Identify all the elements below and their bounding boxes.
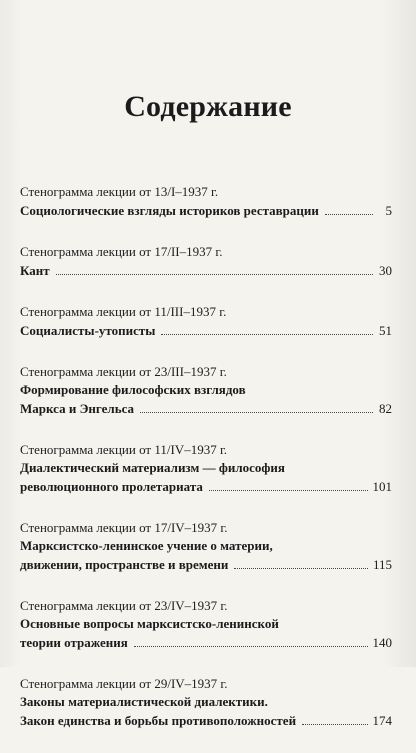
- toc-entry: [20, 363, 392, 418]
- dot-leader: [234, 567, 368, 569]
- dot-leader: [56, 273, 373, 275]
- toc-entry-page-number: 101: [372, 479, 392, 494]
- toc-entry-page-number: 30: [379, 263, 392, 278]
- toc-entry-date: Стенограмма лекции от 29/IV–1937 г.: [20, 676, 228, 691]
- toc-entry-title: революционного пролетариата: [20, 479, 203, 494]
- toc-entry-title: теории отражения: [20, 635, 128, 650]
- toc-entry-title-line[interactable]: [20, 262, 392, 280]
- dot-leader: [302, 723, 367, 725]
- toc-entry-title-line[interactable]: [20, 556, 392, 574]
- toc-entry-page-number: 5: [385, 203, 392, 218]
- toc-entry-title: Закон единства и борьбы противоположностей: [20, 713, 297, 728]
- toc-entry-title: Социалисты-утописты: [20, 323, 156, 338]
- dot-leader: [209, 489, 368, 491]
- dot-leader: [140, 411, 373, 413]
- toc-entry-title-first-line: Законы материалистической диалектики.: [20, 694, 268, 709]
- toc-entry: [20, 441, 392, 496]
- toc-entry-title: движении, пространстве и времени: [20, 557, 229, 572]
- toc-entry-date: Стенограмма лекции от 13/I–1937 г.: [20, 184, 219, 199]
- toc-entry-title-line[interactable]: [20, 322, 392, 340]
- toc-entry-title-first-line: Основные вопросы марксистско-ленинской: [20, 616, 279, 631]
- toc-entry-title-line[interactable]: [20, 634, 392, 652]
- toc-entry-date: Стенограмма лекции от 11/III–1937 г.: [20, 304, 227, 319]
- toc-entry-title-line[interactable]: [20, 712, 392, 730]
- toc-entry-date: Стенограмма лекции от 17/II–1937 г.: [20, 244, 223, 259]
- toc-entry-date: Стенограмма лекции от 23/III–1937 г.: [20, 364, 227, 379]
- toc-entry-date: Стенограмма лекции от 11/IV–1937 г.: [20, 442, 228, 457]
- toc-entry-page-number: 51: [379, 323, 392, 338]
- page-title: Содержание: [124, 90, 292, 123]
- toc-entry-title-first-line: Диалектический материализм — философия: [20, 460, 285, 475]
- toc-entry: [20, 303, 392, 340]
- toc-entry: [20, 597, 392, 652]
- toc-entry-date: Стенограмма лекции от 17/IV–1937 г.: [20, 520, 228, 535]
- toc-entry-title-first-line: Формирование философских взглядов: [20, 382, 246, 397]
- toc-entry-title-line[interactable]: [20, 478, 392, 496]
- dot-leader: [325, 213, 373, 215]
- toc-entry: [20, 519, 392, 574]
- dot-leader: [134, 645, 368, 647]
- toc-entry-page-number: 174: [372, 713, 392, 728]
- toc-entry-title: Маркса и Энгельса: [20, 401, 134, 416]
- toc-entry-page-number: 140: [372, 635, 392, 650]
- table-of-contents: [20, 183, 392, 753]
- dot-leader: [161, 333, 373, 335]
- toc-entry-title-first-line: Марксистско-ленинское учение о материи,: [20, 538, 273, 553]
- toc-entry-title-line[interactable]: [20, 400, 392, 418]
- toc-entry: [20, 183, 392, 220]
- toc-entry: [20, 675, 392, 730]
- toc-entry-page-number: 115: [372, 557, 392, 572]
- toc-entry-page-number: 82: [379, 401, 392, 416]
- toc-entry-title: Кант: [20, 263, 50, 278]
- toc-entry-date: Стенограмма лекции от 23/IV–1937 г.: [20, 598, 228, 613]
- toc-entry-title: Социологические взгляды историков реставрации: [20, 203, 319, 218]
- toc-entry: [20, 243, 392, 280]
- toc-entry-title-line[interactable]: [20, 202, 392, 220]
